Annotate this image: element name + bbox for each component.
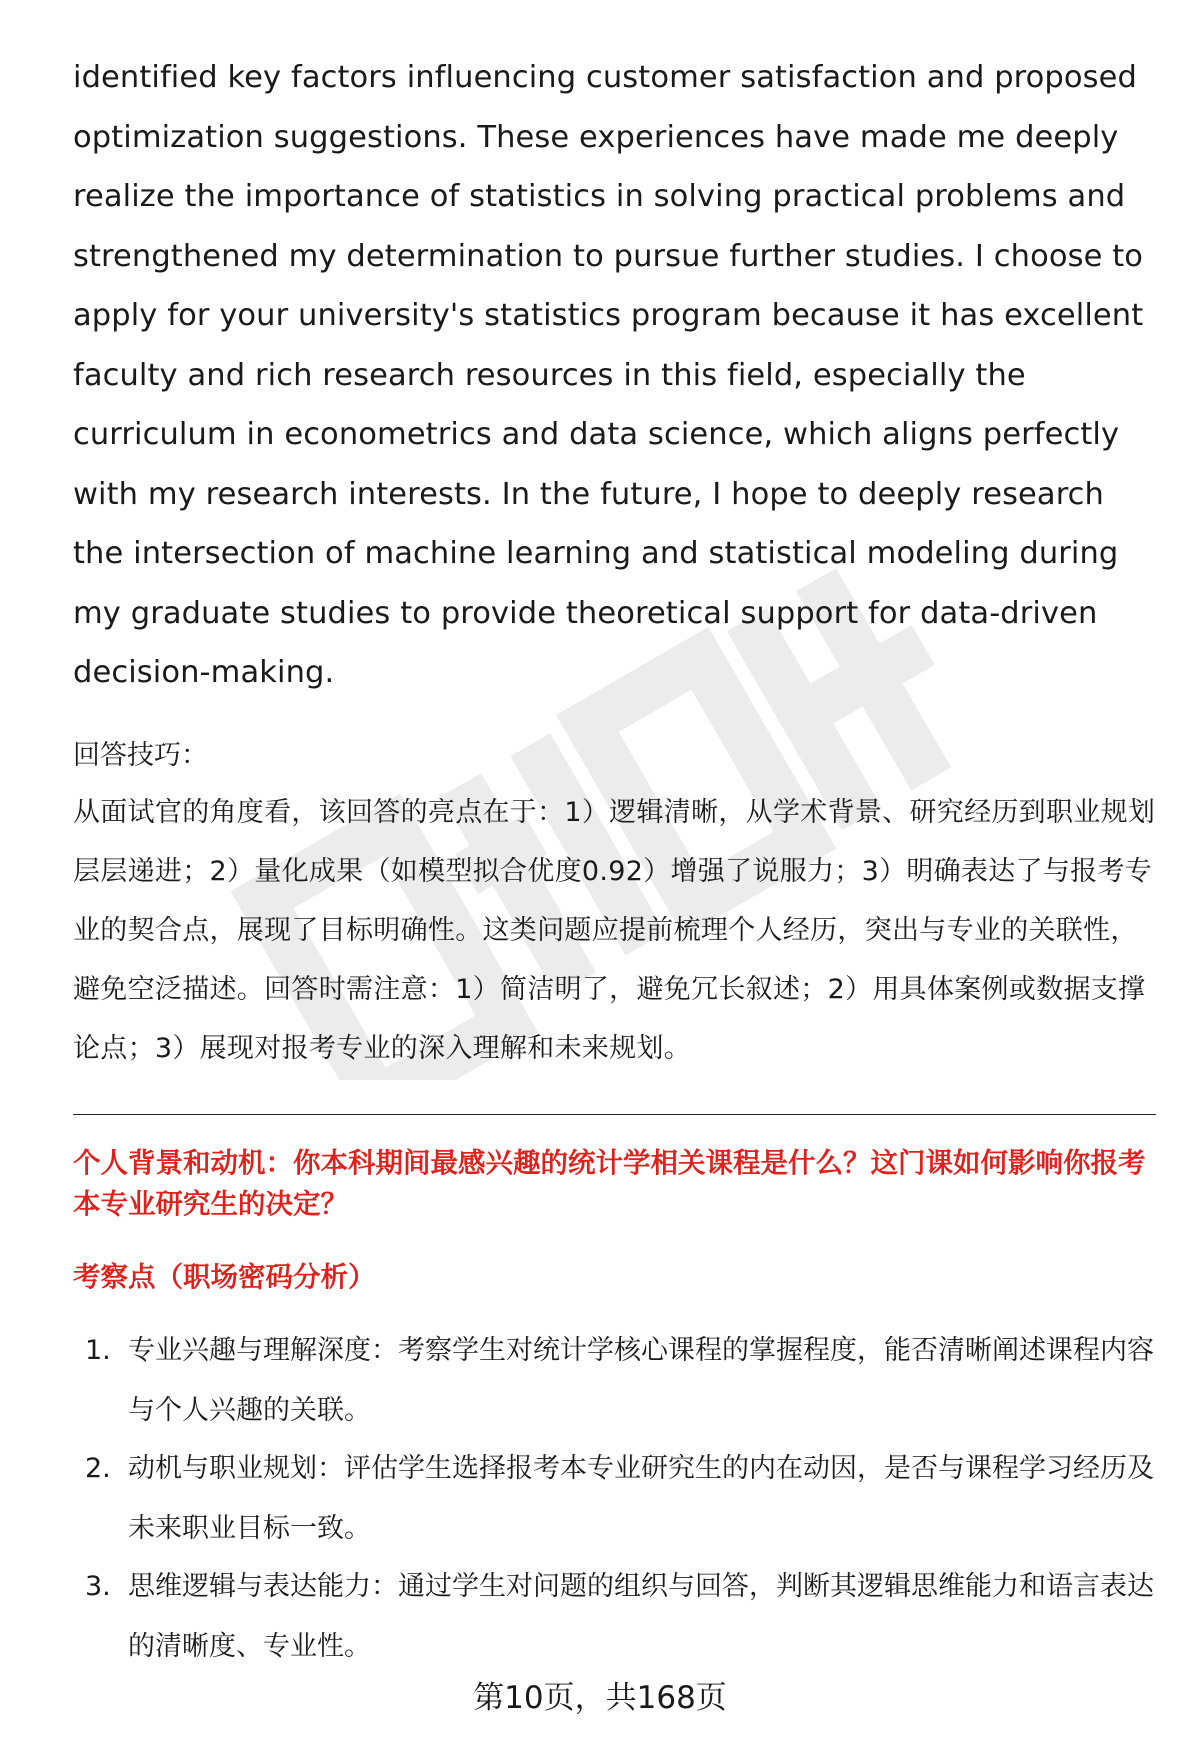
list-item-number: 1.: [85, 1334, 111, 1366]
assessment-list: [73, 1321, 1158, 1677]
list-item: [73, 1439, 1158, 1559]
list-item-number: 2.: [85, 1452, 111, 1484]
list-item-text: 动机与职业规划：评估学生选择报考本专业研究生的内在动因，是否与课程学习经历及未来职业目标一致。: [128, 1452, 1154, 1544]
list-item-number: 3.: [85, 1570, 111, 1602]
answer-paragraph: identified key factors influencing customer satisfaction and proposed optimization suggestions. These experiences have made me deeply realize the importance of statistics in solving practical problems and strengthened my determination to pursue further studies. I choose to apply for your university's statistics program because it has excellent faculty and rich research resources in this field, especially the curriculum in econometrics and data science, which aligns perfectly with my research interests. In the future, I hope to deeply research the intersection of machine learning and statistical modeling during my graduate studies to provide theoretical support for data-driven decision-making.: [73, 60, 1144, 690]
main-content: [73, 48, 1158, 1677]
tips-body: 从面试官的角度看，该回答的亮点在于：1）逻辑清晰，从学术背景、研究经历到职业规划层层递进；2）量化成果（如模型拟合优度0.92）增强了说服力；3）明确表达了与报考专业的契合点，展现了目标明确性。这类问题应提前梳理个人经历，突出与专业的关联性，避免空泛描述。回答时需注意：1）简洁明了，避免冗长叙述；2）用具体案例或数据支撑论点；3）展现对报考专业的深入理解和未来规划。: [73, 796, 1156, 1064]
list-item-text: 思维逻辑与表达能力：通过学生对问题的组织与回答，判断其逻辑思维能力和语言表达的清晰度、专业性。: [128, 1570, 1154, 1662]
assessment-title: 考察点（职场密码分析）: [73, 1260, 376, 1293]
list-item: [73, 1557, 1158, 1677]
page-number: 第10页，共168页: [473, 1680, 727, 1716]
section-divider: [73, 1114, 1156, 1115]
tips-title: 回答技巧：: [73, 739, 208, 771]
question-heading: 个人背景和动机：你本科期间最感兴趣的统计学相关课程是什么？这门课如何影响你报考本专业研究生的决定？: [73, 1146, 1146, 1220]
list-item: [73, 1321, 1158, 1441]
list-item-text: 专业兴趣与理解深度：考察学生对统计学核心课程的掌握程度，能否清晰阐述课程内容与个人兴趣的关联。: [128, 1334, 1154, 1426]
